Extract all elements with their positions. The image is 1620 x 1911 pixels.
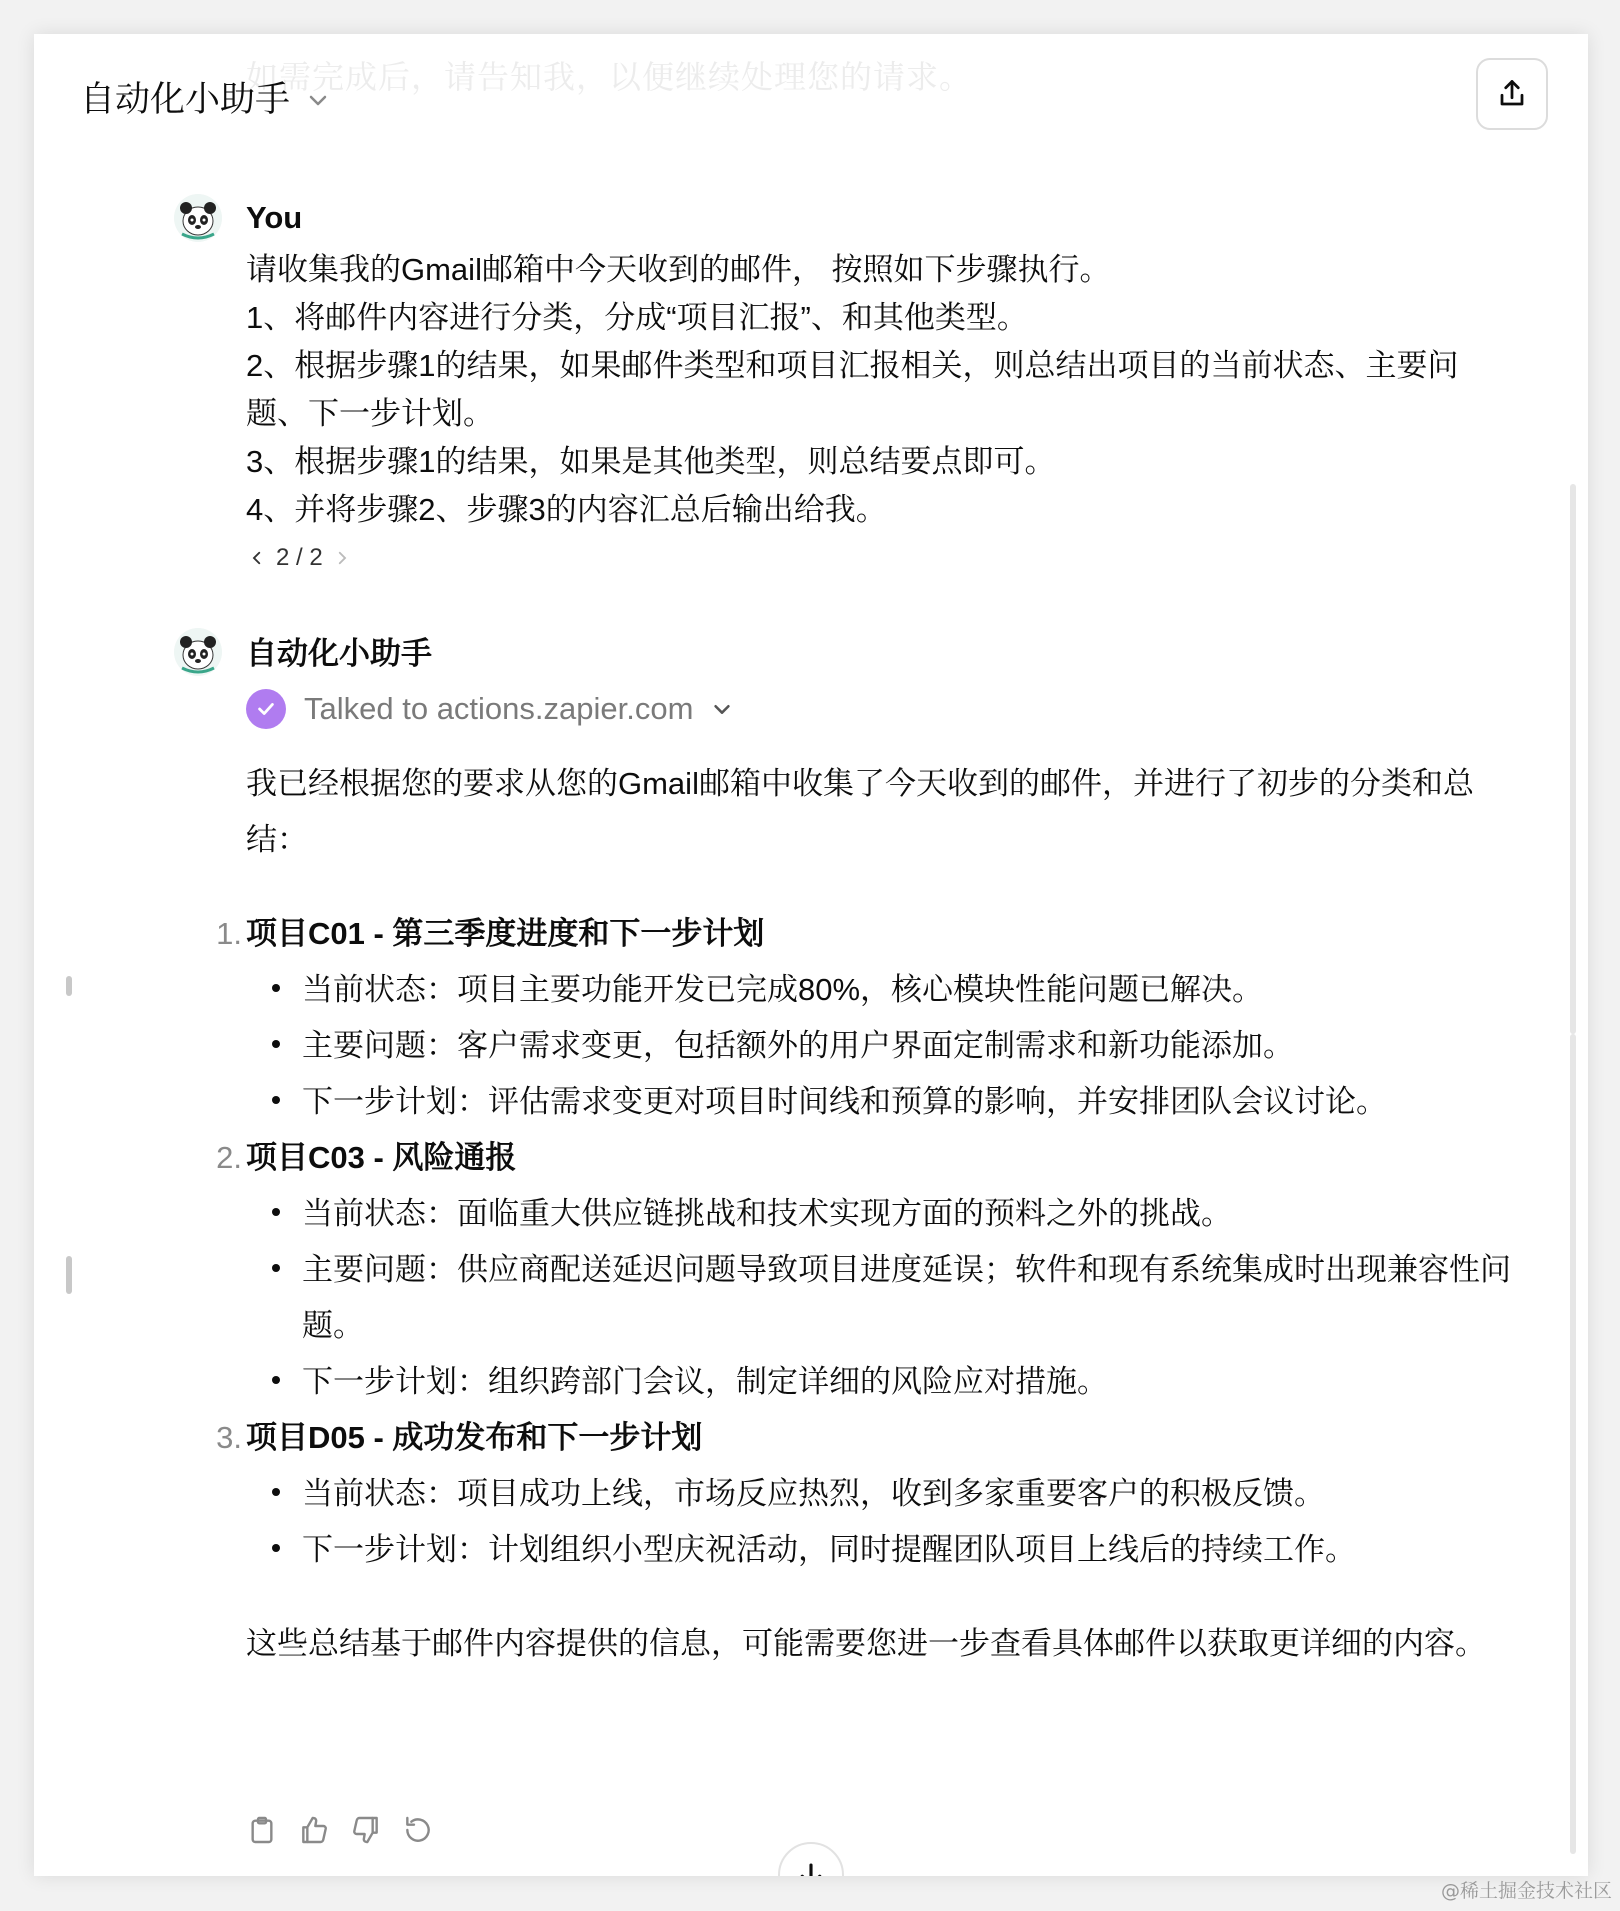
arrow-down-icon [796,1860,826,1876]
assistant-avatar [174,628,222,676]
list-item-number: 2. [216,1140,242,1175]
list-item [216,906,1516,1130]
bullet-item: 当前状态：项目成功上线，市场反应热烈，收到多家重要客户的积极反馈。 [290,1466,1516,1522]
list-item [216,1130,1516,1410]
assistant-outro: 这些总结基于邮件内容提供的信息，可能需要您进一步查看具体邮件以获取更详细的内容。 [246,1626,1486,1661]
list-item-title: 项目D05 - 成功发布和下一步计划 [246,1420,703,1455]
thumbs-up-icon[interactable] [298,1814,330,1846]
left-scroll-marker [66,976,72,996]
list-item-title: 项目C03 - 风险通报 [246,1140,517,1175]
user-author-name: You [246,200,303,235]
list-item [216,1410,1516,1578]
bullet-item: 当前状态：项目主要功能开发已完成80%，核心模块性能问题已解决。 [290,962,1516,1018]
share-button[interactable] [1476,58,1548,130]
chevron-right-icon[interactable] [333,549,351,567]
user-message-line: 1、将邮件内容进行分类，分成“项目汇报”、和其他类型。 [246,300,1028,335]
page-title: 自动化小助手 [80,80,291,119]
regenerate-icon[interactable] [402,1814,434,1846]
chevron-down-icon [306,88,330,112]
scroll-to-bottom-button[interactable] [778,1842,844,1876]
thumbs-down-icon[interactable] [350,1814,382,1846]
chevron-down-icon [711,698,733,720]
message-version-pager [248,544,351,572]
user-avatar [174,194,222,242]
user-message-line: 4、并将步骤2、步骤3的内容汇总后输出给我。 [246,492,887,527]
tool-call-summary[interactable] [246,689,733,729]
list-item-number: 3. [216,1420,242,1455]
scrollbar-track[interactable] [1570,1034,1576,1854]
watermark: @稀土掘金技术社区 [1440,1880,1612,1902]
share-icon [1497,79,1527,109]
clipboard-icon[interactable] [246,1814,278,1846]
assistant-author-name: 自动化小助手 [246,636,432,671]
user-message-line: 请收集我的Gmail邮箱中今天收到的邮件， 按照如下步骤执行。 [246,252,1111,287]
list-item-title: 项目C01 - 第三季度进度和下一步计划 [246,916,765,951]
user-message-body [246,246,1506,534]
bullet-item: 主要问题：供应商配送延迟问题导致项目进度延误；软件和现有系统集成时出现兼容性问题。 [290,1242,1516,1354]
bullet-item: 下一步计划：计划组织小型庆祝活动，同时提醒团队项目上线后的持续工作。 [290,1522,1516,1578]
model-selector[interactable] [80,72,330,122]
user-message-line: 3、根据步骤1的结果，如果是其他类型，则总结要点即可。 [246,444,1056,479]
chat-window [34,34,1588,1876]
left-scroll-marker [66,1256,72,1294]
project-summary-list [216,906,1516,1578]
list-item-number: 1. [216,916,242,951]
chevron-left-icon[interactable] [248,549,266,567]
pager-count: 2 / 2 [276,544,323,571]
tool-call-label: Talked to actions.zapier.com [304,691,694,726]
assistant-message-body [216,756,1516,1672]
bullet-item: 主要问题：客户需求变更，包括额外的用户界面定制需求和新功能添加。 [290,1018,1516,1074]
bullet-item: 下一步计划：组织跨部门会议，制定详细的风险应对措施。 [290,1354,1516,1410]
scrollbar-thumb[interactable] [1570,484,1576,1034]
faded-previous-text: 如需完成后，请告知我，以便继续处理您的请求。 [246,59,973,95]
check-icon [246,689,286,729]
assistant-intro: 我已经根据您的要求从您的Gmail邮箱中收集了今天收到的邮件，并进行了初步的分类和总结： [246,766,1474,857]
bullet-item: 当前状态：面临重大供应链挑战和技术实现方面的预料之外的挑战。 [290,1186,1516,1242]
bullet-item: 下一步计划：评估需求变更对项目时间线和预算的影响，并安排团队会议讨论。 [290,1074,1516,1130]
user-message-line: 2、根据步骤1的结果，如果邮件类型和项目汇报相关，则总结出项目的当前状态、主要问题、下一步计划。 [246,348,1459,431]
message-actions [246,1814,434,1846]
